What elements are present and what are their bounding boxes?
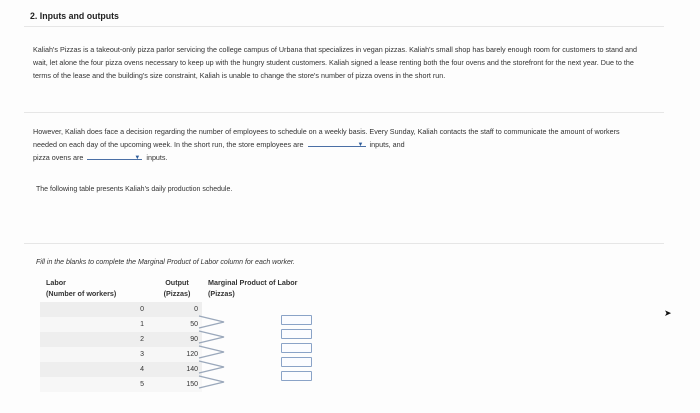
chevron-right-icon — [197, 375, 227, 389]
chevron-right-icon — [197, 345, 227, 359]
chevron-right-icon — [197, 330, 227, 344]
paragraph-text: pizza ovens are — [33, 153, 84, 163]
mp-input-worker-2[interactable] — [281, 329, 312, 339]
output-cell: 50 — [152, 317, 202, 332]
ovens-input-type-dropdown[interactable] — [87, 151, 142, 160]
employees-input-type-dropdown[interactable] — [308, 138, 366, 147]
output-cell: 140 — [152, 362, 202, 377]
paragraph-intro: Kaliah's Pizzas is a takeout-only pizza parlor servicing the college campus of Urbana that specializes in vegan pizzas. Kaliah's small shop has barely enough room for customers to stand and wait, let alone the four pizza ovens necessary to keep up with the hungry student customers. Kaliah signed a lease renting both the four ovens and the storefront for the next year. Due to the terms of the lease and the building's size constraint, Kaliah is unable to change the store's number of pizza ovens in the short run. — [33, 45, 638, 81]
mp-input-worker-1[interactable] — [281, 315, 312, 325]
divider — [24, 243, 664, 244]
mp-input-worker-3[interactable] — [281, 343, 312, 353]
chevron-right-icon — [197, 315, 227, 329]
paragraph-text: inputs. — [146, 153, 168, 163]
caret-down-icon: ▼ — [357, 142, 364, 149]
output-cell: 150 — [152, 377, 202, 392]
labor-cell: 5 — [40, 377, 152, 392]
labor-cell: 0 — [40, 302, 152, 317]
labor-cell: 2 — [40, 332, 152, 347]
labor-header: Labor (Number of workers) — [46, 278, 117, 298]
mouse-cursor-icon: ➤ — [664, 308, 672, 318]
chevron-right-icon — [197, 360, 227, 374]
labor-cell: 1 — [40, 317, 152, 332]
output-header: Output (Pizzas) — [163, 278, 191, 298]
output-cell: 120 — [152, 347, 202, 362]
mp-header: Marginal Product of Labor (Pizzas) — [208, 278, 298, 298]
divider — [24, 26, 664, 27]
question-title: 2. Inputs and outputs — [30, 11, 119, 21]
mp-input-worker-5[interactable] — [281, 371, 312, 381]
instruction-text: Fill in the blanks to complete the Marginal Product of Labor column for each worker. — [36, 259, 295, 266]
caret-down-icon: ▼ — [134, 155, 141, 162]
paragraph-text: However, Kaliah does face a decision regarding the number of employees to schedule on a weekly basis. Every Sunday, Kaliah contacts the staff to communicate the amount of workers needed on each day of the upcoming week. In the short run, the store employees are — [33, 127, 620, 150]
mp-input-worker-4[interactable] — [281, 357, 312, 367]
divider — [24, 112, 664, 113]
paragraph-text: inputs, and — [369, 140, 405, 150]
paragraph-decision — [33, 125, 638, 165]
output-cell: 0 — [152, 302, 202, 317]
labor-cell: 3 — [40, 347, 152, 362]
table-intro: The following table presents Kaliah's daily production schedule. — [36, 186, 233, 193]
labor-cell: 4 — [40, 362, 152, 377]
output-cell: 90 — [152, 332, 202, 347]
